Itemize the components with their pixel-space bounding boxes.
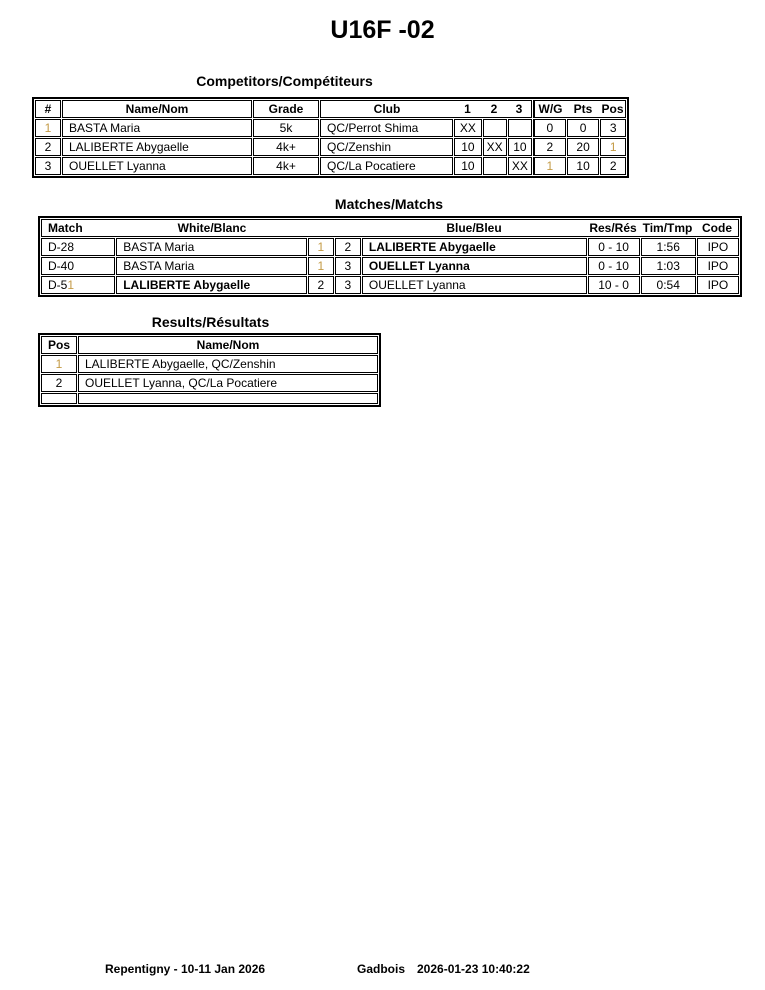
competitor-name: OUELLET Lyanna <box>62 157 252 175</box>
white-player-number: 1 <box>308 257 334 275</box>
result-row <box>41 355 378 373</box>
col-header-grade: Grade <box>253 100 319 118</box>
round2-result <box>483 119 507 137</box>
wins-games: 1 <box>533 157 566 175</box>
round2-result <box>483 157 507 175</box>
round2-result: XX <box>483 138 507 156</box>
round1-result: 10 <box>454 138 481 156</box>
blue-player: OUELLET Lyanna <box>362 257 587 275</box>
wins-games: 0 <box>533 119 566 137</box>
col-header-wg: W/G <box>538 102 563 116</box>
position: 1 <box>600 138 626 156</box>
page-title: U16F -02 <box>330 16 435 44</box>
result-position: 2 <box>41 374 77 392</box>
competitor-row <box>35 119 626 137</box>
round1-result: XX <box>454 119 481 137</box>
match-row <box>41 276 739 294</box>
match-id: D-51 <box>41 276 115 294</box>
matches-header-row <box>41 219 739 237</box>
match-row <box>41 257 739 275</box>
wins-games: 2 <box>533 138 566 156</box>
round3-result <box>508 119 532 137</box>
blue-player-number: 2 <box>335 238 361 256</box>
match-id: D-28 <box>41 238 115 256</box>
result-name <box>78 393 378 404</box>
white-player-number: 2 <box>308 276 334 294</box>
competitor-club: QC/Perrot Shima <box>320 119 453 137</box>
match-time: 0:54 <box>641 276 696 294</box>
col-header-pts: Pts <box>573 102 593 116</box>
match-result: 10 - 0 <box>588 276 640 294</box>
col-header-res: Res/Rés <box>589 221 637 235</box>
match-result: 0 - 10 <box>588 238 640 256</box>
points: 0 <box>567 119 600 137</box>
col-header-round3: 3 <box>515 102 523 116</box>
competitor-grade: 4k+ <box>253 157 319 175</box>
competitor-club: QC/Zenshin <box>320 138 453 156</box>
competitor-name: LALIBERTE Abygaelle <box>62 138 252 156</box>
blue-player-number: 3 <box>335 257 361 275</box>
result-name: OUELLET Lyanna, QC/La Pocatiere <box>78 374 378 392</box>
competitor-row <box>35 138 626 156</box>
white-player: BASTA Maria <box>116 238 307 256</box>
blue-player-number: 3 <box>335 276 361 294</box>
col-header-score-group <box>533 100 626 118</box>
points: 10 <box>567 157 600 175</box>
footer-timestamp: 2026-01-23 10:40:22 <box>417 962 530 976</box>
competitors-header-row <box>35 100 626 118</box>
results-heading: Results/Résultats <box>151 314 270 330</box>
position: 3 <box>600 119 626 137</box>
round3-result: 10 <box>508 138 532 156</box>
col-header-white: White/Blanc <box>177 221 247 235</box>
competitor-name: BASTA Maria <box>62 119 252 137</box>
match-time: 1:56 <box>641 238 696 256</box>
round3-result: XX <box>508 157 532 175</box>
col-header-club: Club <box>373 102 401 116</box>
col-header-match: Match <box>48 221 83 235</box>
blue-player: OUELLET Lyanna <box>362 276 587 294</box>
results-table <box>38 333 381 407</box>
competitor-club: QC/La Pocatiere <box>320 157 453 175</box>
competitors-heading: Competitors/Compétiteurs <box>196 73 373 89</box>
col-header-name: Name/Nom <box>62 100 252 118</box>
match-result: 0 - 10 <box>588 257 640 275</box>
col-header-pos: Pos <box>41 336 77 354</box>
competitor-number: 1 <box>35 119 61 137</box>
round1-result: 10 <box>454 157 481 175</box>
competitors-table <box>32 97 629 178</box>
points: 20 <box>567 138 600 156</box>
match-row <box>41 238 739 256</box>
col-header-blue: Blue/Bleu <box>446 221 502 235</box>
results-header-row <box>41 336 378 354</box>
result-row <box>41 374 378 392</box>
matches-header-strip <box>41 219 739 237</box>
white-player: BASTA Maria <box>116 257 307 275</box>
match-time: 1:03 <box>641 257 696 275</box>
white-player: LALIBERTE Abygaelle <box>116 276 307 294</box>
matches-table <box>38 216 742 297</box>
match-code: IPO <box>697 276 739 294</box>
result-position <box>41 393 77 404</box>
matches-heading: Matches/Matchs <box>334 196 444 212</box>
competitor-grade: 4k+ <box>253 138 319 156</box>
competitor-number: 3 <box>35 157 61 175</box>
match-code: IPO <box>697 238 739 256</box>
col-header-pos: Pos <box>601 102 624 116</box>
result-name: LALIBERTE Abygaelle, QC/Zenshin <box>78 355 378 373</box>
col-header-tim: Tim/Tmp <box>642 221 693 235</box>
col-header-code: Code <box>702 221 732 235</box>
footer-operator-name: Gadbois <box>357 962 406 976</box>
white-player-number: 1 <box>308 238 334 256</box>
competitor-grade: 5k <box>253 119 319 137</box>
match-id: D-40 <box>41 257 115 275</box>
result-row-empty <box>41 393 378 404</box>
footer-event-info: Repentigny - 10-11 Jan 2026 <box>105 962 266 976</box>
position: 2 <box>600 157 626 175</box>
col-header-club-rounds <box>320 100 532 118</box>
result-position: 1 <box>41 355 77 373</box>
match-code: IPO <box>697 257 739 275</box>
competitor-row <box>35 157 626 175</box>
col-header-round1: 1 <box>464 102 471 116</box>
blue-player: LALIBERTE Abygaelle <box>362 238 587 256</box>
col-header-num: # <box>35 100 61 118</box>
competitor-number: 2 <box>35 138 61 156</box>
col-header-round2: 2 <box>490 102 498 116</box>
col-header-name: Name/Nom <box>78 336 378 354</box>
